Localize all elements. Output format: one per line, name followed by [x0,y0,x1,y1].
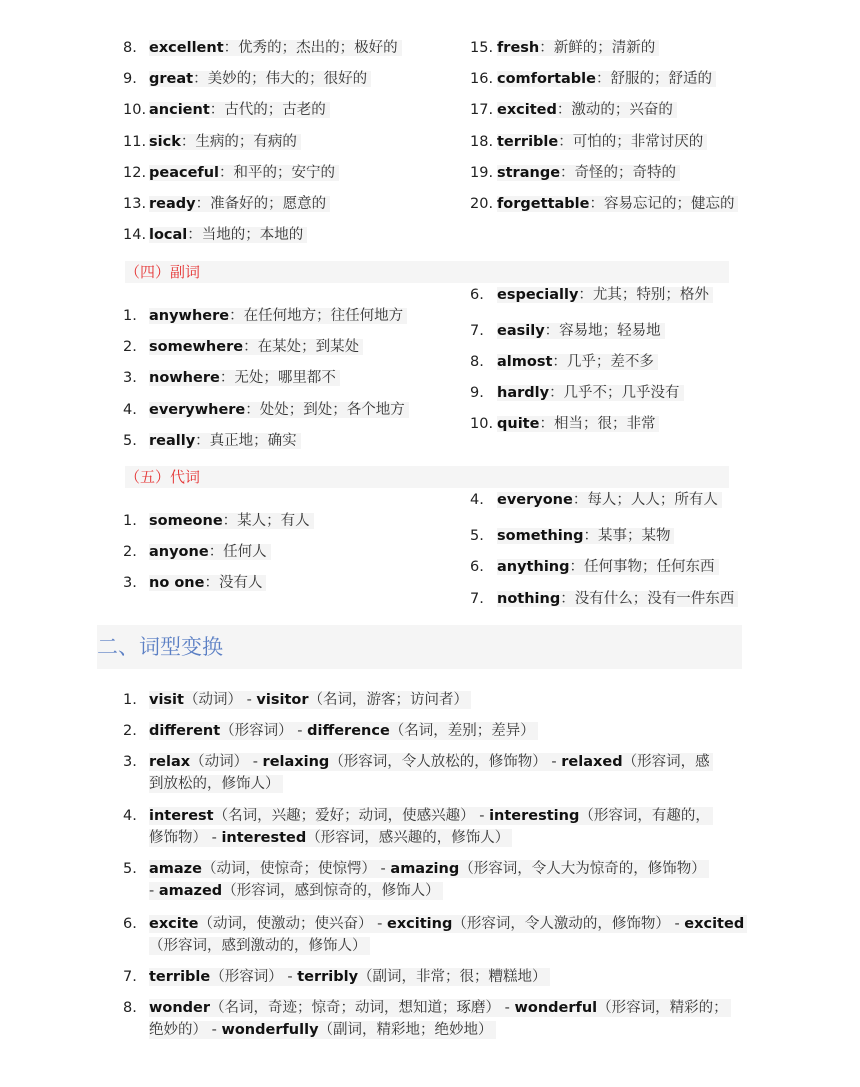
word-form: amazing [390,861,460,877]
conversion-line [149,805,857,827]
vocab-word: terrible [497,134,559,150]
vocab-row [123,193,330,215]
vocab-definition: ：没有人 [204,575,263,591]
vocab-definition: ：真正地；确实 [195,433,297,449]
conversion-line [149,935,857,957]
conversion-line-text [149,937,370,955]
vocab-word: excellent [149,40,224,56]
pronouns-heading: （五）代词 [125,466,729,488]
word-form: terribly [297,969,359,985]
item-number: 7. [470,323,484,339]
word-gloss: （形容词） - [220,723,308,739]
vocab-word: nowhere [149,370,220,386]
word-form: interest [149,808,214,824]
vocab-row [470,351,658,373]
vocab-row [123,541,271,563]
vocab-definition: ：任何事物；任何东西 [569,559,715,575]
vocab-word: quite [497,416,540,432]
vocab-definition: ：古代的；古老的 [209,102,326,118]
vocab-word: forgettable [497,196,590,212]
word-gloss: 到放松的，修饰人） [149,776,280,792]
vocab-entry [497,134,707,150]
vocab-row [470,162,680,184]
word-form: excite [149,916,199,932]
word-gloss: （形容词，感兴趣的，修饰人） [306,830,510,846]
vocab-definition: ：某事；某物 [583,528,671,544]
word-form: relaxed [561,754,623,770]
vocab-entry [497,323,665,339]
word-gloss: 修饰物） - [149,830,222,846]
item-number: 3. [123,575,137,591]
word-form: terrible [149,969,211,985]
vocab-entry [149,40,402,56]
vocab-definition: ：在某处；到某处 [243,339,360,355]
vocab-entry [497,559,719,575]
word-gloss: （形容词，令人放松的，修饰物） - [329,754,562,770]
vocab-definition: ：美妙的；伟大的；很好的 [193,71,368,87]
vocab-row [123,224,307,246]
conversion-line [149,689,857,711]
vocab-word: fresh [497,40,540,56]
vocab-word: anyone [149,544,209,560]
vocab-entry [149,196,330,212]
vocab-word: everyone [497,492,573,508]
item-number: 14. [123,227,147,243]
vocab-row [470,68,716,90]
conversion-text [149,997,857,1041]
vocab-word: sick [149,134,181,150]
conversion-line-text [149,860,709,878]
word-form: relax [149,754,191,770]
conversion-line-text [149,968,550,986]
vocab-entry [149,339,363,355]
section-title [97,625,742,669]
item-number: 3. [123,754,137,770]
vocab-row [123,37,402,59]
vocab-word: ancient [149,102,210,118]
item-number: 8. [123,1000,137,1016]
conversion-line-text [149,829,512,847]
vocab-row [470,525,674,547]
vocab-entry [497,385,684,401]
item-number: 1. [123,308,137,324]
vocab-entry [149,308,407,324]
vocab-word: especially [497,287,579,303]
vocab-entry [497,492,722,508]
vocab-word: local [149,227,188,243]
vocab-row [470,284,713,306]
conversion-line [149,720,857,742]
item-number: 1. [123,692,137,708]
vocab-row [470,131,707,153]
item-number: 7. [123,969,137,985]
conversion-line-text [149,722,538,740]
vocab-entry [149,575,266,591]
vocab-word: everywhere [149,402,246,418]
item-number: 2. [123,723,137,739]
conversion-line-text [149,691,471,709]
vocab-word: really [149,433,196,449]
vocab-word: excited [497,102,557,118]
vocab-entry [149,165,339,181]
vocab-definition: ：在任何地方；往任何地方 [229,308,404,324]
item-number: 6. [470,559,484,575]
vocab-definition: ：几乎不；几乎没有 [549,385,680,401]
vocab-definition: ：无处；哪里都不 [219,370,336,386]
vocab-row [123,305,407,327]
vocab-entry [149,134,301,150]
item-number: 4. [123,402,137,418]
vocab-entry [497,591,738,607]
word-gloss: （形容词，令人激动的，修饰物） - [452,916,685,932]
conversion-text [149,966,857,988]
conversion-line-text [149,882,443,900]
item-number: 1. [123,513,137,529]
item-number: 17. [470,102,494,118]
vocab-entry [149,370,340,386]
vocab-word: anywhere [149,308,230,324]
vocab-definition: ：容易地；轻易地 [544,323,661,339]
item-number: 10. [470,416,494,432]
conversion-line-text [149,753,713,771]
word-form: wonderful [514,1000,598,1016]
word-gloss: （动词） - [190,754,263,770]
word-form: difference [307,723,390,739]
vocab-row [123,131,301,153]
vocab-definition: ：尤其；特别；格外 [578,287,709,303]
conversion-text [149,805,857,849]
vocab-entry [149,402,409,418]
item-number: 20. [470,196,494,212]
conversion-text [149,751,857,795]
vocab-definition: ：优秀的；杰出的；极好的 [223,40,398,56]
word-gloss: （副词，精彩地；绝妙地） [318,1022,493,1038]
vocab-word: nothing [497,591,561,607]
item-number: 10. [123,102,147,118]
item-number: 5. [123,433,137,449]
word-gloss: （形容词，感 [622,754,710,770]
word-gloss: （形容词，有趣的， [579,808,710,824]
vocab-definition: ：新鲜的；清新的 [539,40,656,56]
word-form: interested [221,830,307,846]
conversion-text [149,720,857,742]
vocab-row [123,336,363,358]
conversion-line-text [149,1021,496,1039]
vocab-row [123,430,301,452]
conversion-line [149,966,857,988]
conversion-line-text [149,807,713,825]
vocab-row [470,556,719,578]
vocab-entry [497,196,738,212]
vocab-word: great [149,71,194,87]
conversion-line-text [149,775,283,793]
word-form: wonder [149,1000,211,1016]
vocab-definition: ：舒服的；舒适的 [596,71,712,87]
item-number: 4. [470,492,484,508]
conversion-line [149,997,857,1019]
vocab-word: comfortable [497,71,596,87]
vocab-definition: ：每人；人人；所有人 [572,492,718,508]
vocab-row [123,99,330,121]
word-gloss: （形容词，精彩的； [597,1000,728,1016]
word-form: exciting [386,916,453,932]
word-gloss: （副词，非常；很；糟糕地） [358,969,547,985]
word-form: amazed [158,883,223,899]
word-gloss: （形容词，感到激动的，修饰人） [149,938,367,954]
item-number: 13. [123,196,147,212]
conversion-line [149,773,857,795]
item-number: 6. [123,916,137,932]
conversion-line [149,913,857,935]
vocab-definition: ：处处；到处；各个地方 [245,402,405,418]
vocab-word: hardly [497,385,550,401]
conversion-line-text [149,915,747,933]
vocab-row [470,489,722,511]
vocab-row [470,588,738,610]
conversion-line [149,880,857,902]
vocab-row [470,37,659,59]
item-number: 8. [470,354,484,370]
vocab-row [470,413,659,435]
vocab-entry [149,513,314,529]
word-form: different [149,723,221,739]
vocab-entry [149,544,271,560]
item-number: 2. [123,339,137,355]
vocab-row [123,367,340,389]
word-gloss: - [149,883,159,899]
item-number: 9. [470,385,484,401]
vocab-row [470,320,665,342]
vocab-row [123,68,371,90]
word-form: interesting [489,808,580,824]
item-number: 5. [470,528,484,544]
vocab-row [470,382,684,404]
vocab-word: anything [497,559,570,575]
item-number: 18. [470,134,494,150]
word-form: visit [149,692,184,708]
item-number: 9. [123,71,137,87]
item-number: 4. [123,808,137,824]
conversion-text [149,858,857,902]
vocab-entry [149,433,301,449]
word-gloss: （形容词，感到惊奇的，修饰人） [222,883,440,899]
vocab-definition: ：当地的；本地的 [187,227,304,243]
vocab-word: strange [497,165,561,181]
item-number: 2. [123,544,137,560]
word-gloss: （形容词，令人大为惊奇的，修饰物） [459,861,706,877]
vocab-definition: ：可怕的；非常讨厌的 [558,134,704,150]
vocab-row [123,162,339,184]
word-gloss: （名词，游客；访问者） [308,692,468,708]
item-number: 6. [470,287,484,303]
item-number: 8. [123,40,137,56]
word-gloss: （动词） - [183,692,257,708]
vocab-entry [497,528,674,544]
item-number: 7. [470,591,484,607]
vocab-entry [149,102,330,118]
vocab-definition: ：相当；很；非常 [539,416,656,432]
vocab-word: no one [149,575,205,591]
vocab-entry [497,102,677,118]
section-title-text: 二、词型变换 [97,635,223,659]
vocab-entry [497,354,658,370]
conversion-line-text [149,999,731,1017]
vocab-entry [497,40,659,56]
conversion-line [149,1019,857,1041]
word-form: relaxing [262,754,330,770]
vocab-word: ready [149,196,196,212]
vocab-definition: ：几乎；差不多 [552,354,654,370]
word-gloss: （名词，奇迹；惊奇；动词，想知道；琢磨） - [210,1000,515,1016]
item-number: 5. [123,861,137,877]
adverbs-heading: （四）副词 [125,261,729,283]
vocab-entry [149,227,307,243]
item-number: 15. [470,40,494,56]
item-number: 19. [470,165,494,181]
vocab-definition: ：和平的；安宁的 [219,165,336,181]
vocab-word: somewhere [149,339,244,355]
conversion-text [149,689,857,711]
vocab-definition: ：没有什么；没有一件东西 [560,591,735,607]
vocab-word: someone [149,513,223,529]
item-number: 11. [123,134,147,150]
vocab-definition: ：容易忘记的；健忘的 [589,196,735,212]
vocab-entry [497,287,713,303]
conversion-text [149,913,857,957]
word-gloss: （动词，使惊奇；使惊愕） - [201,861,391,877]
vocab-word: peaceful [149,165,220,181]
word-form: wonderfully [221,1022,319,1038]
vocab-definition: ：任何人 [208,544,267,560]
vocab-definition: ：奇怪的；奇特的 [560,165,677,181]
word-form: excited [684,916,745,932]
vocab-row [123,572,266,594]
word-gloss: （名词，兴趣；爱好；动词，使感兴趣） - [213,808,490,824]
word-form: visitor [256,692,309,708]
vocab-entry [497,416,659,432]
vocab-entry [497,71,716,87]
item-number: 12. [123,165,147,181]
vocab-word: easily [497,323,545,339]
vocab-definition: ：生病的；有病的 [180,134,297,150]
vocab-word: almost [497,354,553,370]
vocab-row [123,399,409,421]
word-gloss: 绝妙的） - [149,1022,222,1038]
vocab-definition: ：某人；有人 [222,513,310,529]
vocab-definition: ：准备好的；愿意的 [195,196,327,212]
vocab-word: something [497,528,584,544]
item-number: 3. [123,370,137,386]
vocab-row [470,193,738,215]
vocab-row [123,510,314,532]
vocab-definition: ：激动的；兴奋的 [556,102,673,118]
item-number: 16. [470,71,494,87]
conversion-line [149,827,857,849]
vocab-entry [149,71,371,87]
conversion-line [149,751,857,773]
vocab-entry [497,165,680,181]
word-form: amaze [149,861,202,877]
conversion-line [149,858,857,880]
word-gloss: （动词，使激动；使兴奋） - [198,916,387,932]
word-gloss: （名词，差别；差异） [389,723,535,739]
word-gloss: （形容词） - [210,969,298,985]
vocab-row [470,99,677,121]
